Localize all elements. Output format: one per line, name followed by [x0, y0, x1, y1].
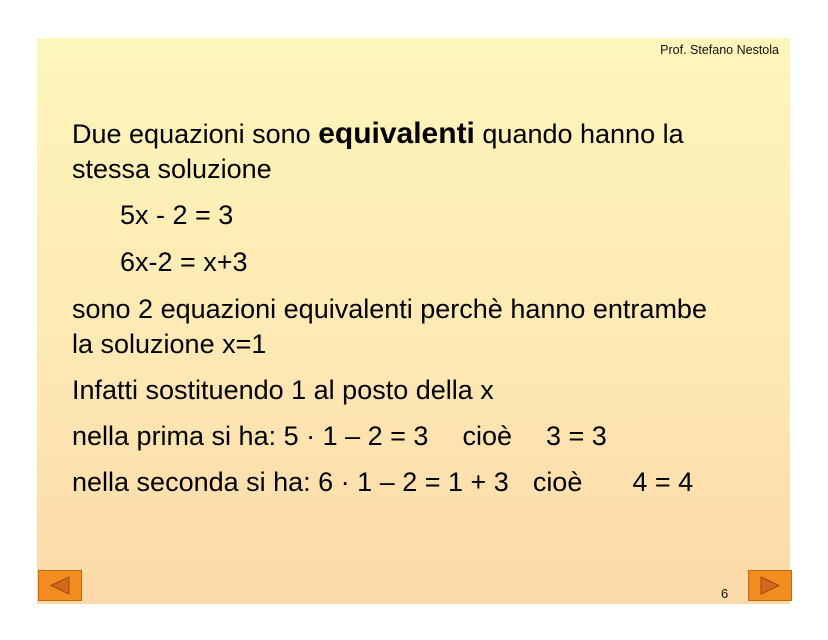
seconda-line	[72, 464, 693, 500]
seconda-result: 4 = 4	[632, 467, 694, 497]
arrow-right-icon	[749, 571, 791, 600]
author-label: Prof. Stefano Nestola	[660, 43, 779, 57]
slide	[37, 38, 790, 604]
next-slide-button[interactable]	[748, 570, 792, 601]
intro-text-before: Due equazioni sono	[72, 119, 319, 149]
statement-line-2: la soluzione x=1	[72, 329, 267, 359]
intro-line-2: stessa soluzione	[72, 154, 272, 184]
equation-1: 5x - 2 = 3	[120, 200, 234, 230]
prima-line	[72, 418, 607, 454]
statement-line-1: sono 2 equazioni equivalenti perchè hanno entrambe	[72, 294, 707, 324]
previous-slide-button[interactable]	[38, 570, 82, 601]
prima-result: 3 = 3	[545, 421, 607, 451]
page-number: 6	[721, 586, 729, 601]
seconda-cioe: cioè	[532, 467, 583, 497]
prima-expression: nella prima si ha: 5 · 1 – 2 = 3	[72, 421, 429, 451]
seconda-expression: nella seconda si ha: 6 · 1 – 2 = 1 + 3	[72, 467, 509, 497]
intro-text-after: quando hanno la	[474, 119, 684, 149]
equation-2: 6x-2 = x+3	[120, 247, 248, 277]
prima-cioe: cioè	[462, 421, 512, 451]
intro-bold-term: equivalenti	[318, 117, 475, 150]
intro-line-1	[72, 116, 684, 152]
infatti-line: Infatti sostituendo 1 al posto della x	[72, 375, 494, 405]
arrow-left-icon	[39, 571, 81, 600]
